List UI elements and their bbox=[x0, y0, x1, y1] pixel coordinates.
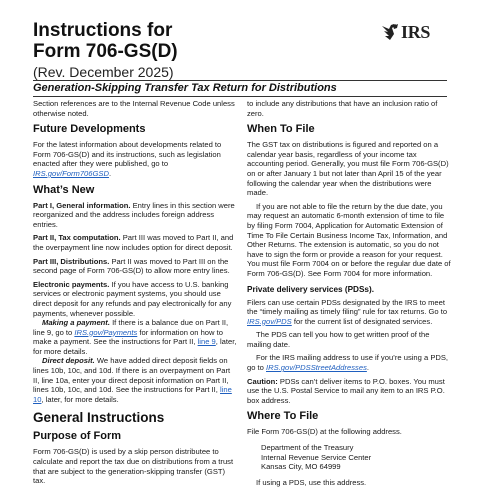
whats-new-heading: What’s New bbox=[33, 183, 95, 196]
mailing-address bbox=[261, 443, 452, 472]
general-instructions-heading: General Instructions bbox=[33, 410, 165, 426]
pds-text-2: The PDS can tell you how to get written proof of the mailing date. bbox=[247, 330, 430, 349]
pds-text-1: Filers can use certain PDSs designated by the IRS to meet the “timely mailing as timely filing” rule for tax returns. Go to IRS.gov/PDS for the current list of designated services. bbox=[247, 297, 448, 326]
making-payment-paragraph: Making a payment. If there is a balance due on Part II, line 9, go to IRS.gov/Payments for information on how to make a payment. See the instructions for Part II, line 9, later, for more details. bbox=[33, 318, 237, 356]
title-line-2: Form 706-GS(D) bbox=[33, 41, 178, 62]
where-to-file-text: File Form 706-GS(D) at the following address. bbox=[247, 427, 402, 437]
when-to-file-heading: When To File bbox=[247, 123, 315, 136]
line-9-link[interactable]: line 9 bbox=[197, 337, 216, 347]
pds-heading: Private delivery services (PDSs). bbox=[247, 284, 374, 294]
left-column bbox=[33, 99, 238, 490]
title-line-1: Instructions for bbox=[33, 20, 173, 41]
continued-text: to include any distributions that have an inclusion ratio of zero. bbox=[247, 99, 438, 118]
pds-address-text: If using a PDS, use this address. bbox=[256, 477, 367, 487]
future-developments-text: For the latest information about developments related to Form 706-GS(D) and its instructions, such as legislation enacted after they were published, go to IRS.gov/Form706GSD. bbox=[33, 140, 222, 178]
where-to-file-heading: Where To File bbox=[247, 410, 319, 423]
purpose-of-form-heading: Purpose of Form bbox=[33, 430, 122, 443]
address-line-3: Kansas City, MO 64999 bbox=[261, 462, 341, 472]
pds-street-addresses-link[interactable]: IRS.gov/PDSStreetAddresses bbox=[266, 363, 367, 373]
form706gsd-link[interactable]: IRS.gov/Form706GSD bbox=[33, 168, 109, 178]
header-rule-bottom bbox=[33, 96, 447, 97]
pds-text-3: For the IRS mailing address to use if you’re using a PDS, go to IRS.gov/PDSStreetAddresses. bbox=[247, 353, 449, 373]
form-subtitle: Generation-Skipping Transfer Tax Return for Distributions bbox=[33, 82, 337, 94]
form-title bbox=[33, 20, 178, 62]
caution-text: Caution: PDSs can’t deliver items to P.O. boxes. You must use the U.S. Postal Service to mail any item to an IRS P.O. box address. bbox=[247, 376, 445, 405]
pds-link[interactable]: IRS.gov/PDS bbox=[247, 316, 292, 326]
electronic-payments-paragraph: Electronic payments. If you have access to U.S. banking services or electronic payment systems, you should use direct deposit for any refunds and pay electronically for any payments, whenever possible. bbox=[33, 279, 232, 318]
future-developments-heading: Future Developments bbox=[33, 123, 146, 136]
irs-logo-text: IRS bbox=[401, 22, 431, 42]
address-line-2: Internal Revenue Service Center bbox=[261, 452, 372, 462]
purpose-text: Form 706-GS(D) is used by a skip person distributee to calculate and report the tax due on distributions from a trust that are subject to the generation-skipping transfer (GST) tax. bbox=[33, 447, 234, 486]
direct-deposit-paragraph: Direct deposit. We have added direct deposit fields on lines 10b, 10c, and 10d. If there is an overpayment on Part II, line 10a, enter your direct deposit information on Part II, lines 10b, 10c, and 10d. See the instructions for Part II, line 10, later, for more details. bbox=[33, 356, 232, 404]
revision-date: (Rev. December 2025) bbox=[33, 64, 174, 80]
part2-paragraph: Part II, Tax computation. Part III was moved to Part II, and the overpayment line now includes option for direct deposit. bbox=[33, 233, 234, 252]
address-line-1: Department of the Treasury bbox=[261, 443, 354, 453]
payments-link[interactable]: IRS.gov/Payments bbox=[74, 327, 138, 337]
part1-paragraph: Part I, General information. Entry lines in this section were reorganized and the address includes foreign address entries. bbox=[33, 200, 235, 229]
when-to-file-text-2: If you are not able to file the return by the due date, you may request an automatic 6-month extension of time to file by filing Form 7004, Application for Automatic Extension of Time To File Certain Business Income Tax, Information, and Other Returns. The extension is automatic, so you do not have to sign the form or provide a reason for your request. You must file Form 7004 on or before the regular due date of Form 706-GS(D). See Form 7004 for more information. bbox=[247, 201, 451, 278]
header-rule-top bbox=[33, 80, 447, 81]
intro-text: Section references are to the Internal Revenue Code unless otherwise noted. bbox=[33, 99, 235, 118]
when-to-file-text-1: The GST tax on distributions is figured and reported on a calendar year basis, regardless of your income tax accounting period. Generally, you must file Form 706-GS(D) on or after January 1 but not later than April 15 of the year following the calendar year when the distributions were made. bbox=[247, 140, 449, 198]
right-column bbox=[247, 99, 452, 491]
line-10-link[interactable]: line 10 bbox=[33, 385, 232, 404]
part3-paragraph: Part III, Distributions. Part II was moved to Part III on the second page of Form 706-GS(D) to allow more entry lines. bbox=[33, 256, 230, 276]
